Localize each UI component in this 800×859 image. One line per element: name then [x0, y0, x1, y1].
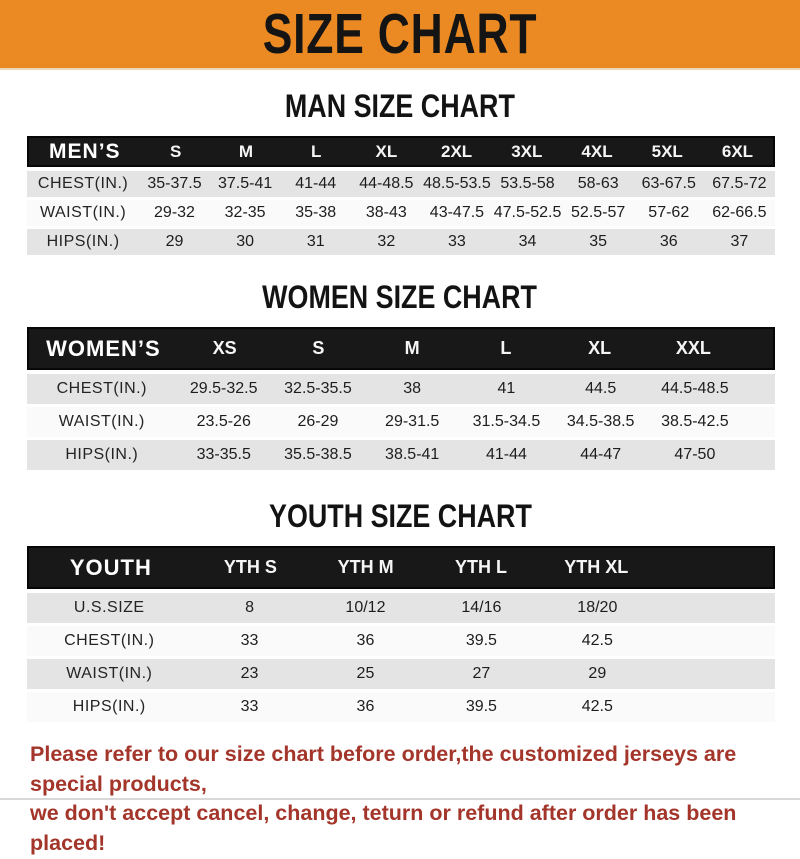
size-column-header: YTH XL	[564, 557, 629, 577]
value-cell: 26-29	[297, 413, 339, 430]
table-row	[27, 659, 775, 689]
value-cell: 58-63	[577, 175, 619, 192]
value-cell: 44-47	[580, 446, 622, 463]
value-cell: 39.5	[465, 632, 497, 649]
table-header-bar	[27, 136, 775, 167]
order-notice-line1: Please refer to our size chart before order,the customized jerseys are special products,	[30, 742, 737, 796]
value-cell: 35	[589, 233, 608, 250]
value-cell: 37	[730, 233, 749, 250]
value-cell: 41	[497, 380, 516, 397]
value-cell: 35-38	[295, 204, 337, 221]
value-cell: 33	[448, 233, 466, 250]
value-cell: 41-44	[295, 175, 337, 192]
value-cell: 42.5	[581, 632, 613, 649]
value-cell: 29	[165, 233, 184, 250]
value-cell: 47-50	[674, 446, 716, 463]
value-cell: 38.5-42.5	[661, 413, 729, 430]
value-cell: 38	[403, 380, 422, 397]
value-cell: 27	[472, 665, 491, 682]
value-cell: 31.5-34.5	[472, 413, 541, 430]
women-heading-text: WOMEN SIZE CHART	[262, 279, 538, 315]
value-cell: 36	[659, 233, 678, 250]
row-label: HIPS(IN.)	[65, 446, 139, 463]
value-cell: 32.5-35.5	[284, 380, 352, 397]
women-section-heading	[0, 279, 800, 316]
order-notice	[30, 740, 800, 859]
youth-heading-text: YOUTH SIZE CHART	[268, 498, 532, 534]
size-column-header: 3XL	[511, 141, 543, 161]
value-cell: 29.5-32.5	[189, 380, 258, 397]
value-cell: 25	[356, 665, 375, 682]
size-column-header: YTH S	[223, 557, 277, 577]
size-column-header: L	[310, 141, 322, 161]
size-chart-banner	[0, 0, 800, 70]
value-cell: 29-31.5	[385, 413, 440, 430]
row-label: HIPS(IN.)	[72, 698, 146, 715]
value-cell: 37.5-41	[217, 175, 273, 192]
row-label: WAIST(IN.)	[40, 204, 127, 221]
table-row	[27, 593, 775, 623]
value-cell: 38.5-41	[385, 446, 440, 463]
men-size-table	[27, 136, 775, 255]
value-cell: 44.5-48.5	[661, 380, 729, 397]
row-label: HIPS(IN.)	[46, 233, 120, 250]
value-cell: 41-44	[485, 446, 527, 463]
women-size-table	[27, 327, 775, 470]
value-cell: 36	[356, 632, 375, 649]
table-row	[27, 626, 775, 656]
value-cell: 33	[240, 698, 259, 715]
value-cell: 42.5	[581, 698, 613, 715]
value-cell: 32-35	[224, 204, 266, 221]
banner-title: SIZE CHART	[262, 2, 538, 66]
youth-size-table	[27, 546, 775, 722]
table-row	[27, 171, 775, 197]
table-header-label: WOMEN’S	[46, 335, 161, 361]
value-cell: 14/16	[461, 599, 502, 616]
value-cell: 52.5-57	[571, 204, 626, 221]
size-column-header: M	[404, 338, 420, 358]
order-notice-line2: we don't accept cancel, change, teturn or refund after order has been placed!	[30, 801, 737, 855]
value-cell: 47.5-52.5	[493, 204, 562, 221]
value-cell: 36	[356, 698, 375, 715]
value-cell: 23	[240, 665, 259, 682]
value-cell: 8	[245, 599, 254, 616]
value-cell: 32	[377, 233, 396, 250]
size-column-header: XL	[375, 141, 398, 161]
size-column-header: L	[500, 338, 512, 358]
row-label: CHEST(IN.)	[56, 380, 147, 397]
value-cell: 34.5-38.5	[566, 413, 635, 430]
value-cell: 67.5-72	[712, 175, 767, 192]
size-column-header: YTH M	[337, 557, 394, 577]
table-row	[27, 692, 775, 722]
size-column-header: 6XL	[721, 141, 754, 161]
size-column-header: M	[238, 141, 253, 161]
row-label: U.S.SIZE	[73, 599, 145, 616]
value-cell: 57-62	[648, 204, 690, 221]
value-cell: 10/12	[345, 599, 386, 616]
value-cell: 29-32	[154, 204, 195, 221]
value-cell: 33	[240, 632, 259, 649]
value-cell: 44-48.5	[359, 175, 414, 192]
size-column-header: YTH L	[454, 557, 507, 577]
value-cell: 38-43	[365, 204, 407, 221]
value-cell: 31	[306, 233, 325, 250]
table-row	[27, 229, 775, 255]
size-column-header: XS	[212, 338, 237, 358]
row-label: CHEST(IN.)	[37, 175, 129, 192]
size-column-header: 4XL	[581, 141, 613, 161]
value-cell: 23.5-26	[196, 413, 251, 430]
value-cell: 34	[518, 233, 537, 250]
table-row	[27, 374, 775, 404]
table-row	[27, 440, 775, 470]
size-column-header: 5XL	[651, 141, 683, 161]
table-header-bar	[27, 327, 775, 370]
size-column-header: 2XL	[440, 141, 473, 161]
row-label: WAIST(IN.)	[58, 413, 145, 430]
size-column-header: XXL	[675, 338, 711, 358]
value-cell: 39.5	[465, 698, 497, 715]
table-header-label: YOUTH	[69, 554, 152, 580]
value-cell: 33-35.5	[196, 446, 251, 463]
value-cell: 62-66.5	[712, 204, 767, 221]
value-cell: 35.5-38.5	[284, 446, 352, 463]
value-cell: 53.5-58	[500, 175, 555, 192]
value-cell: 30	[236, 233, 254, 250]
row-label: CHEST(IN.)	[64, 632, 155, 649]
size-column-header: XL	[588, 338, 612, 358]
table-header-bar	[27, 546, 775, 589]
value-cell: 48.5-53.5	[423, 175, 491, 192]
size-column-header: S	[170, 141, 182, 161]
value-cell: 63-67.5	[641, 175, 696, 192]
table-row	[27, 200, 775, 226]
value-cell: 29	[588, 665, 607, 682]
row-label: WAIST(IN.)	[66, 665, 153, 682]
youth-section-heading	[0, 498, 800, 535]
value-cell: 35-37.5	[147, 175, 202, 192]
men-section-heading	[0, 88, 800, 125]
value-cell: 18/20	[577, 599, 618, 616]
size-column-header: S	[312, 338, 325, 358]
table-header-label: MEN’S	[49, 139, 121, 163]
value-cell: 44.5	[585, 380, 617, 397]
value-cell: 43-47.5	[429, 204, 485, 221]
table-row	[27, 407, 775, 437]
men-heading-text: MAN SIZE CHART	[285, 88, 515, 124]
